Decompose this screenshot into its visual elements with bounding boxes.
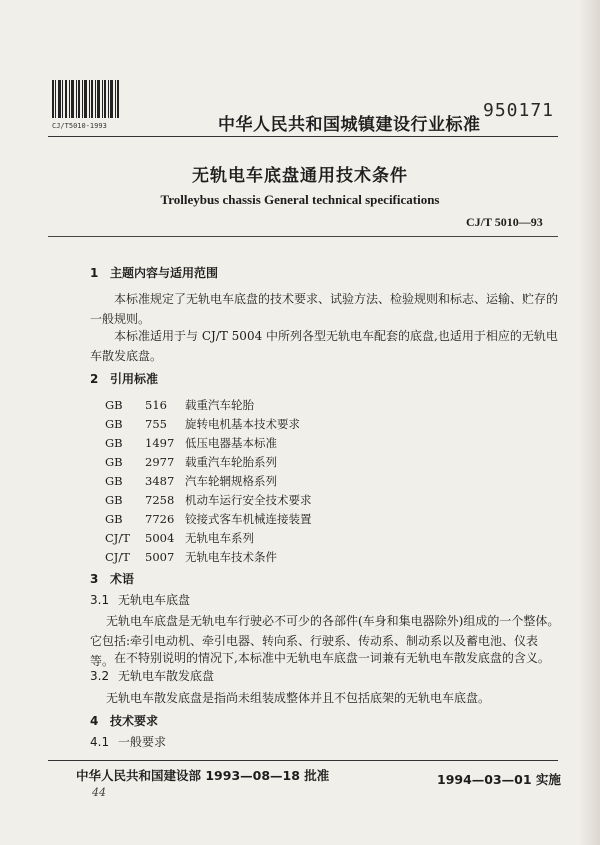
scan-shadow-edge bbox=[578, 0, 600, 845]
standard-name: 中华人民共和国城镇建设行业标准 bbox=[218, 115, 481, 135]
reference-item: GB 7258 机动车运行安全技术要求 bbox=[105, 493, 312, 507]
subsection-4-1-heading: 4.1 一般要求 bbox=[90, 735, 167, 749]
section-1-paragraph-2: 本标准适用于与 CJ/T 5004 中所列各型无轨电车配套的底盘,也适用于相应的无轨电车散发底盘。 bbox=[90, 329, 558, 363]
barcode-text: CJ/T5010-1993 bbox=[52, 122, 107, 130]
effective-date: 1994—03—01 实施 bbox=[437, 772, 561, 787]
title-divider bbox=[48, 236, 558, 237]
section-1-paragraph-1: 本标准规定了无轨电车底盘的技术要求、试验方法、检验规则和标志、运输、贮存的一般规则。 bbox=[90, 292, 559, 326]
reference-item: CJ/T 5007 无轨电车技术条件 bbox=[105, 550, 277, 564]
subsection-3-1-paragraph-1: 无轨电车底盘是无轨电车行驶必不可少的各部件(车身和集电器除外)组成的一个整体。它包括:牵引电动机、牵引电器、转向系、行驶系、传动系、制动系以及蓄电池、仪表等。 bbox=[90, 614, 560, 668]
section-1-heading bbox=[90, 264, 218, 281]
issuer-approval: 中华人民共和国建设部 1993—08—18 批准 bbox=[76, 768, 330, 783]
section-title: 技术要求 bbox=[110, 714, 159, 728]
title-chinese: 无轨电车底盘通用技术条件 bbox=[192, 166, 408, 186]
barcode-graphic bbox=[50, 80, 122, 120]
reference-item: GB 3487 汽车轮辋规格系列 bbox=[105, 474, 277, 488]
section-3-heading bbox=[90, 570, 134, 587]
section-number: 1 bbox=[90, 266, 99, 280]
title-english: Trolleybus chassis General technical specifications bbox=[160, 192, 440, 207]
reference-item: GB 2977 载重汽车轮胎系列 bbox=[105, 455, 277, 469]
page-number: 44 bbox=[92, 786, 106, 799]
subsection-3-1-paragraph-2: 在不特别说明的情况下,本标准中无轨电车底盘一词兼有无轨电车散发底盘的含义。 bbox=[114, 651, 550, 665]
section-title: 主题内容与适用范围 bbox=[110, 266, 219, 280]
reference-item: CJ/T 5004 无轨电车系列 bbox=[105, 531, 254, 545]
section-title: 引用标准 bbox=[110, 372, 159, 386]
reference-item: GB 1497 低压电器基本标准 bbox=[105, 436, 277, 450]
subsection-3-2-heading: 3.2 无轨电车散发底盘 bbox=[90, 669, 215, 683]
header-divider bbox=[48, 136, 558, 137]
section-title: 术语 bbox=[110, 572, 135, 586]
standard-code: CJ/T 5010—93 bbox=[466, 215, 543, 229]
section-number: 2 bbox=[90, 372, 99, 386]
subsection-3-1-heading: 3.1 无轨电车底盘 bbox=[90, 593, 191, 607]
section-4-heading bbox=[90, 712, 158, 729]
section-2-heading bbox=[90, 370, 158, 387]
subsection-3-2-paragraph-1: 无轨电车散发底盘是指尚未组装成整体并且不包括底架的无轨电车底盘。 bbox=[106, 691, 491, 705]
reference-item: GB 7726 铰接式客车机械连接装置 bbox=[105, 512, 312, 526]
footer-divider bbox=[48, 760, 558, 761]
section-number: 3 bbox=[90, 572, 99, 586]
document-number: 950171 bbox=[483, 100, 555, 121]
section-number: 4 bbox=[90, 714, 99, 728]
reference-item: GB 516 载重汽车轮胎 bbox=[105, 398, 254, 412]
reference-item: GB 755 旋转电机基本技术要求 bbox=[105, 417, 300, 431]
